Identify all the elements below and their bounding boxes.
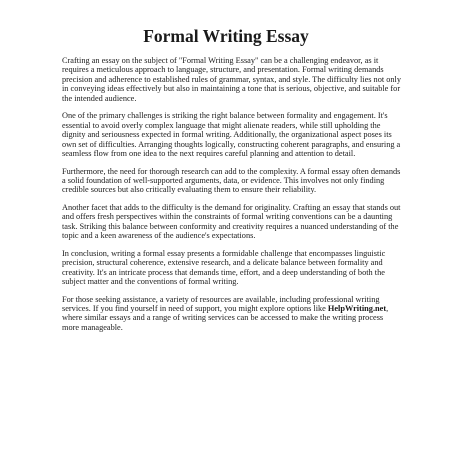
helpwriting-link[interactable]: HelpWriting.net <box>327 303 387 313</box>
paragraph-conclusion: In conclusion, writing a formal essay presents a formidable challenge that encompasses linguistic precision, structural coherence, extensive research, and a delicate balance between formality and creativity. It's an intricate process that demands time, effort, and a deep understanding of both the subject matter and the conventions of formal writing. <box>62 248 386 287</box>
closing-text-before-link: For those seeking assistance, a variety of resources are available, including professional writing services. If you find yourself in need of support, you might explore options like <box>62 294 380 313</box>
closing-text-after-link: , where similar essays and a range of writing services can be accessed to make the writing process more manageable. <box>62 303 389 332</box>
essay-body <box>62 56 402 340</box>
paragraph-closing <box>62 295 402 333</box>
paragraph-originality: Another facet that adds to the difficulty is the demand for originality. Crafting an essay that stands out and offers fresh perspectives within the constraints of formal writing conventions can be a daunting task. Striking this balance between conformity and creativity requires a nuanced understanding of the topic and a keen awareness of the audience's expectations. <box>62 202 401 241</box>
page-title: Formal Writing Essay <box>143 26 309 46</box>
paragraph-challenges: One of the primary challenges is striking the right balance between formality and engagement. It's essential to avoid overly complex language that might alienate readers, while still upholding the dignity and seriousness expected in formal writing. Additionally, the organizational aspect poses its own set of difficulties. Arranging thoughts logically, constructing coherent paragraphs, and ensuring a seamless flow from one idea to the next requires careful planning and attention to detail. <box>62 111 401 159</box>
paragraph-research: Furthermore, the need for thorough research can add to the complexity. A formal essay often demands a solid foundation of well-supported arguments, data, or evidence. This involves not only finding credible sources but also critically evaluating them to ensure their reliability. <box>62 166 401 195</box>
paragraph-intro: Crafting an essay on the subject of "Formal Writing Essay" can be a challenging endeavor, as it requires a meticulous approach to language, structure, and presentation. Formal writing demands precision and adherence to established rules of grammar, syntax, and style. The difficulty lies not only in conveying ideas effectively but also in maintaining a tone that is serious, objective, and suitable for the intended audience. <box>62 56 401 103</box>
